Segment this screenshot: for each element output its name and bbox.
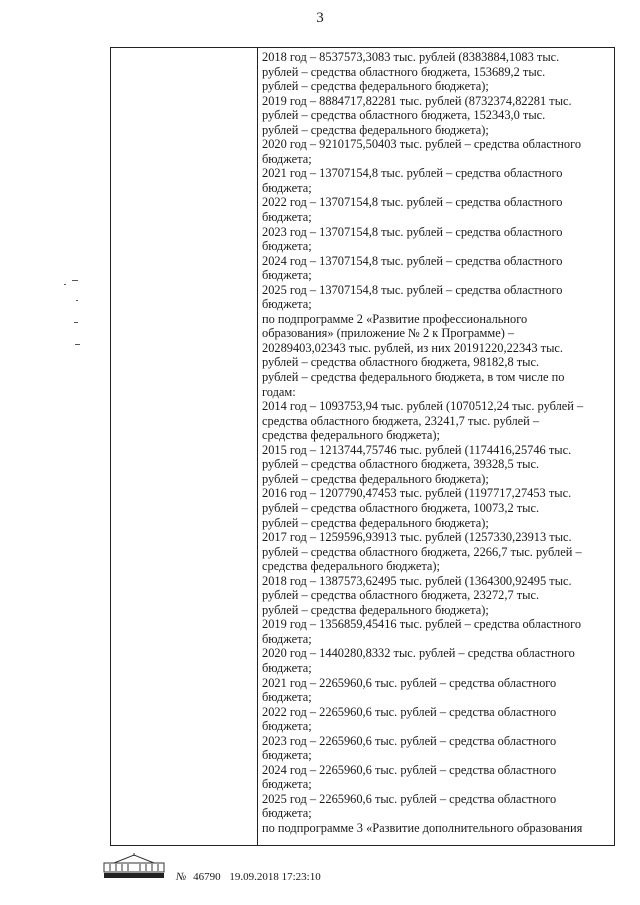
- government-building-stamp-icon: [100, 853, 170, 879]
- doc-timestamp: 19.09.2018 17:23:10: [229, 871, 321, 883]
- text-line: средства федерального бюджета);: [262, 428, 440, 443]
- text-line: рублей – средства федерального бюджета, в том числе по: [262, 370, 565, 385]
- text-line: бюджета;: [262, 297, 312, 312]
- text-line: рублей – средства областного бюджета, 10073,2 тыс.: [262, 500, 540, 515]
- text-line: 2018 год – 1387573,62495 тыс. рублей (1364300,92495 тыс.: [262, 573, 572, 588]
- text-line: 2022 год – 13707154,8 тыс. рублей – средства областного: [262, 195, 563, 210]
- text-line: 2024 год – 2265960,6 тыс. рублей – средства областного: [262, 762, 557, 777]
- text-line: по подпрограмме 2 «Развитие профессионального: [262, 311, 528, 326]
- text-line: бюджета;: [262, 719, 312, 734]
- text-line: 2020 год – 1440280,8332 тыс. рублей – средства областного: [262, 646, 575, 661]
- text-line: рублей – средства федерального бюджета);: [262, 79, 489, 94]
- text-line: бюджета;: [262, 806, 312, 821]
- text-line: бюджета;: [262, 239, 312, 254]
- text-line: рублей – средства федерального бюджета);: [262, 602, 489, 617]
- text-line: образования» (приложение № 2 к Программе) –: [262, 326, 515, 341]
- doc-number: 46790: [193, 871, 221, 883]
- text-line: рублей – средства федерального бюджета);: [262, 515, 489, 530]
- text-line: рублей – средства федерального бюджета);: [262, 122, 489, 137]
- text-line: по подпрограмме 3 «Развитие дополнительного образования: [262, 820, 583, 835]
- text-line: 2021 год – 2265960,6 тыс. рублей – средства областного: [262, 675, 557, 690]
- text-line: рублей – средства областного бюджета, 98182,8 тыс.: [262, 355, 540, 370]
- column-divider: [257, 48, 258, 845]
- text-line: 2024 год – 13707154,8 тыс. рублей – средства областного: [262, 253, 563, 268]
- text-line: бюджета;: [262, 777, 312, 792]
- funding-text-column: [262, 50, 610, 836]
- text-line: 2017 год – 1259596,93913 тыс. рублей (1257330,23913 тыс.: [262, 530, 572, 545]
- text-line: 2022 год – 2265960,6 тыс. рублей – средства областного: [262, 704, 557, 719]
- text-line: 2025 год – 13707154,8 тыс. рублей – средства областного: [262, 282, 563, 297]
- text-line: бюджета;: [262, 268, 312, 283]
- text-line: годам:: [262, 384, 296, 399]
- text-line: бюджета;: [262, 748, 312, 763]
- text-line: рублей – средства областного бюджета, 23272,7 тыс.: [262, 588, 540, 603]
- text-line: 2015 год – 1213744,75746 тыс. рублей (1174416,25746 тыс.: [262, 442, 572, 457]
- text-line: средства федерального бюджета);: [262, 559, 440, 574]
- doc-number-mark: №: [176, 871, 187, 883]
- text-line: 2023 год – 2265960,6 тыс. рублей – средства областного: [262, 733, 557, 748]
- text-line: бюджета;: [262, 210, 312, 225]
- budget-table: [110, 47, 615, 846]
- text-line: 2021 год – 13707154,8 тыс. рублей – средства областного: [262, 166, 563, 181]
- text-line: 2018 год – 8537573,3083 тыс. рублей (8383884,1083 тыс.: [262, 50, 560, 64]
- text-line: рублей – средства областного бюджета, 153689,2 тыс.: [262, 64, 546, 79]
- document-registration-line: [176, 871, 321, 883]
- text-line: 2023 год – 13707154,8 тыс. рублей – средства областного: [262, 224, 563, 239]
- text-line: 2016 год – 1207790,47453 тыс. рублей (1197717,27453 тыс.: [262, 486, 572, 501]
- text-line: рублей – средства областного бюджета, 152343,0 тыс.: [262, 108, 546, 123]
- text-line: 2019 год – 8884717,82281 тыс. рублей (8732374,82281 тыс.: [262, 93, 572, 108]
- text-line: 2014 год – 1093753,94 тыс. рублей (1070512,24 тыс. рублей –: [262, 399, 584, 414]
- page-number: 3: [316, 10, 324, 26]
- text-line: бюджета;: [262, 690, 312, 705]
- text-line: рублей – средства областного бюджета, 39328,5 тыс.: [262, 457, 540, 472]
- text-line: 2020 год – 9210175,50403 тыс. рублей – средства областного: [262, 137, 582, 152]
- text-line: 20289403,02343 тыс. рублей, из них 20191220,22343 тыс.: [262, 340, 563, 355]
- text-line: бюджета;: [262, 180, 312, 195]
- text-line: средства областного бюджета, 23241,7 тыс. рублей –: [262, 413, 540, 428]
- text-line: 2019 год – 1356859,45416 тыс. рублей – средства областного: [262, 617, 582, 632]
- text-line: 2025 год – 2265960,6 тыс. рублей – средства областного: [262, 791, 557, 806]
- text-line: бюджета;: [262, 660, 312, 675]
- footer: [100, 853, 620, 893]
- text-line: рублей – средства областного бюджета, 2266,7 тыс. рублей –: [262, 544, 582, 559]
- text-line: бюджета;: [262, 631, 312, 646]
- text-line: бюджета;: [262, 151, 312, 166]
- margin-scan-marks: [64, 278, 94, 358]
- text-line: рублей – средства федерального бюджета);: [262, 471, 489, 486]
